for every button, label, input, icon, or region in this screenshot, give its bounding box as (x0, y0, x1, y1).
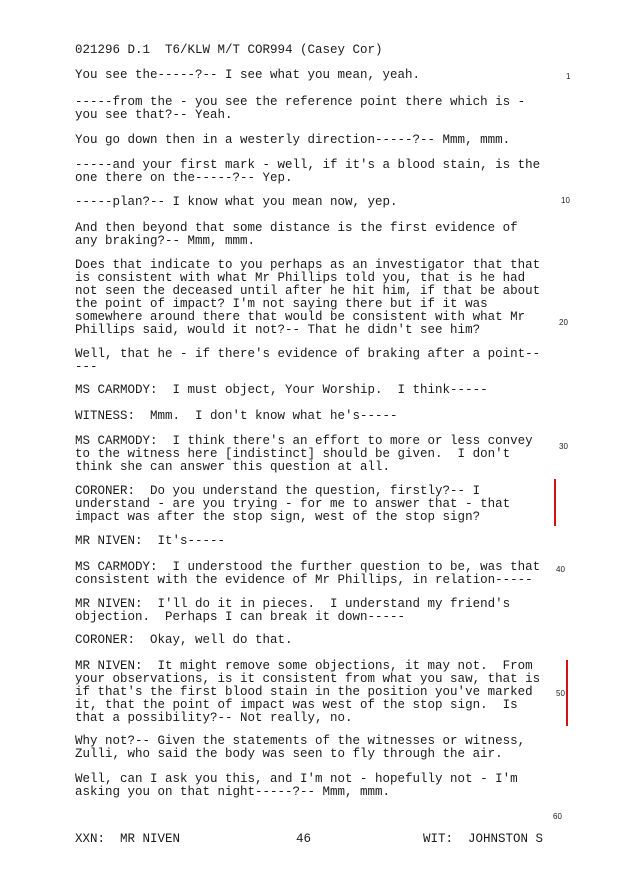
transcript-paragraph: CORONER: Do you understand the question, firstly?-- I understand - are you trying - for me to answer that - that impact was after the stop sign, west of the stop sign? (75, 484, 511, 524)
transcript-paragraph: Well, can I ask you this, and I'm not - hopefully not - I'm asking you on that night-----?-- Mmm, mmm. (75, 772, 518, 799)
transcript-paragraph: -----from the - you see the reference point there which is - you see that?-- Yeah. (75, 95, 526, 122)
transcript-paragraph: Why not?-- Given the statements of the witnesses or witness, Zulli, who said the body was seen to fly through the air. (75, 734, 526, 761)
margin-marker (566, 660, 568, 726)
line-number: 1 (566, 72, 571, 81)
transcript-paragraph: MS CARMODY: I must object, Your Worship. I think----- (75, 383, 488, 397)
line-number: 20 (559, 318, 568, 327)
transcript-paragraph: You see the-----?-- I see what you mean, yeah. (75, 68, 421, 82)
transcript-paragraph: MS CARMODY: I understood the further question to be, was that consistent with the evidence of Mr Phillips, in relation----- (75, 560, 541, 587)
page-header: 021296 D.1 T6/KLW M/T COR994 (Casey Cor) (75, 43, 383, 57)
footer-page-number: 46 (296, 832, 312, 846)
line-number: 10 (561, 196, 570, 205)
transcript-paragraph: And then beyond that some distance is the first evidence of any braking?-- Mmm, mmm. (75, 221, 518, 248)
transcript-paragraph: WITNESS: Mmm. I don't know what he's----- (75, 409, 398, 423)
transcript-paragraph: MS CARMODY: I think there's an effort to more or less convey to the witness here [indistinct] should be given. I don't think she can answer this question at all. (75, 434, 533, 474)
transcript-paragraph: -----and your first mark - well, if it's a blood stain, is the one there on the-----?-- Yep. (75, 158, 541, 185)
transcript-paragraph: You go down then in a westerly direction-----?-- Mmm, mmm. (75, 133, 511, 147)
line-number: 50 (556, 689, 565, 698)
transcript-paragraph: MR NIVEN: It's----- (75, 534, 226, 548)
footer-examination: XXN: MR NIVEN (75, 832, 181, 846)
transcript-paragraph: MR NIVEN: It might remove some objections, it may not. From your observations, is it consistent from what you saw, that is if that's the first blood stain in the position you've marked it, that the point of impact was west of the stop sign. Is that a possibility?-- Not really, no. (75, 659, 541, 725)
transcript-paragraph: MR NIVEN: I'll do it in pieces. I understand my friend's objection. Perhaps I can break it down----- (75, 597, 511, 624)
line-number: 30 (559, 442, 568, 451)
footer-witness: WIT: JOHNSTON S (423, 832, 544, 846)
transcript-paragraph: -----plan?-- I know what you mean now, yep. (75, 195, 398, 209)
transcript-paragraph: Does that indicate to you perhaps as an investigator that that is consistent with what Mr Phillips told you, that is he had not seen the deceased until after he hit him, if that be about the point of impact? I'm not saying there but if it was somewhere around there that would be consistent with what Mr Phillips said, would it not?-- That he didn't see him? (75, 258, 541, 337)
transcript-paragraph: Well, that he - if there's evidence of braking after a point-- --- (75, 347, 541, 374)
transcript-paragraph: CORONER: Okay, well do that. (75, 633, 293, 647)
line-number: 60 (553, 812, 562, 821)
margin-marker (554, 479, 556, 526)
line-number: 40 (556, 565, 565, 574)
